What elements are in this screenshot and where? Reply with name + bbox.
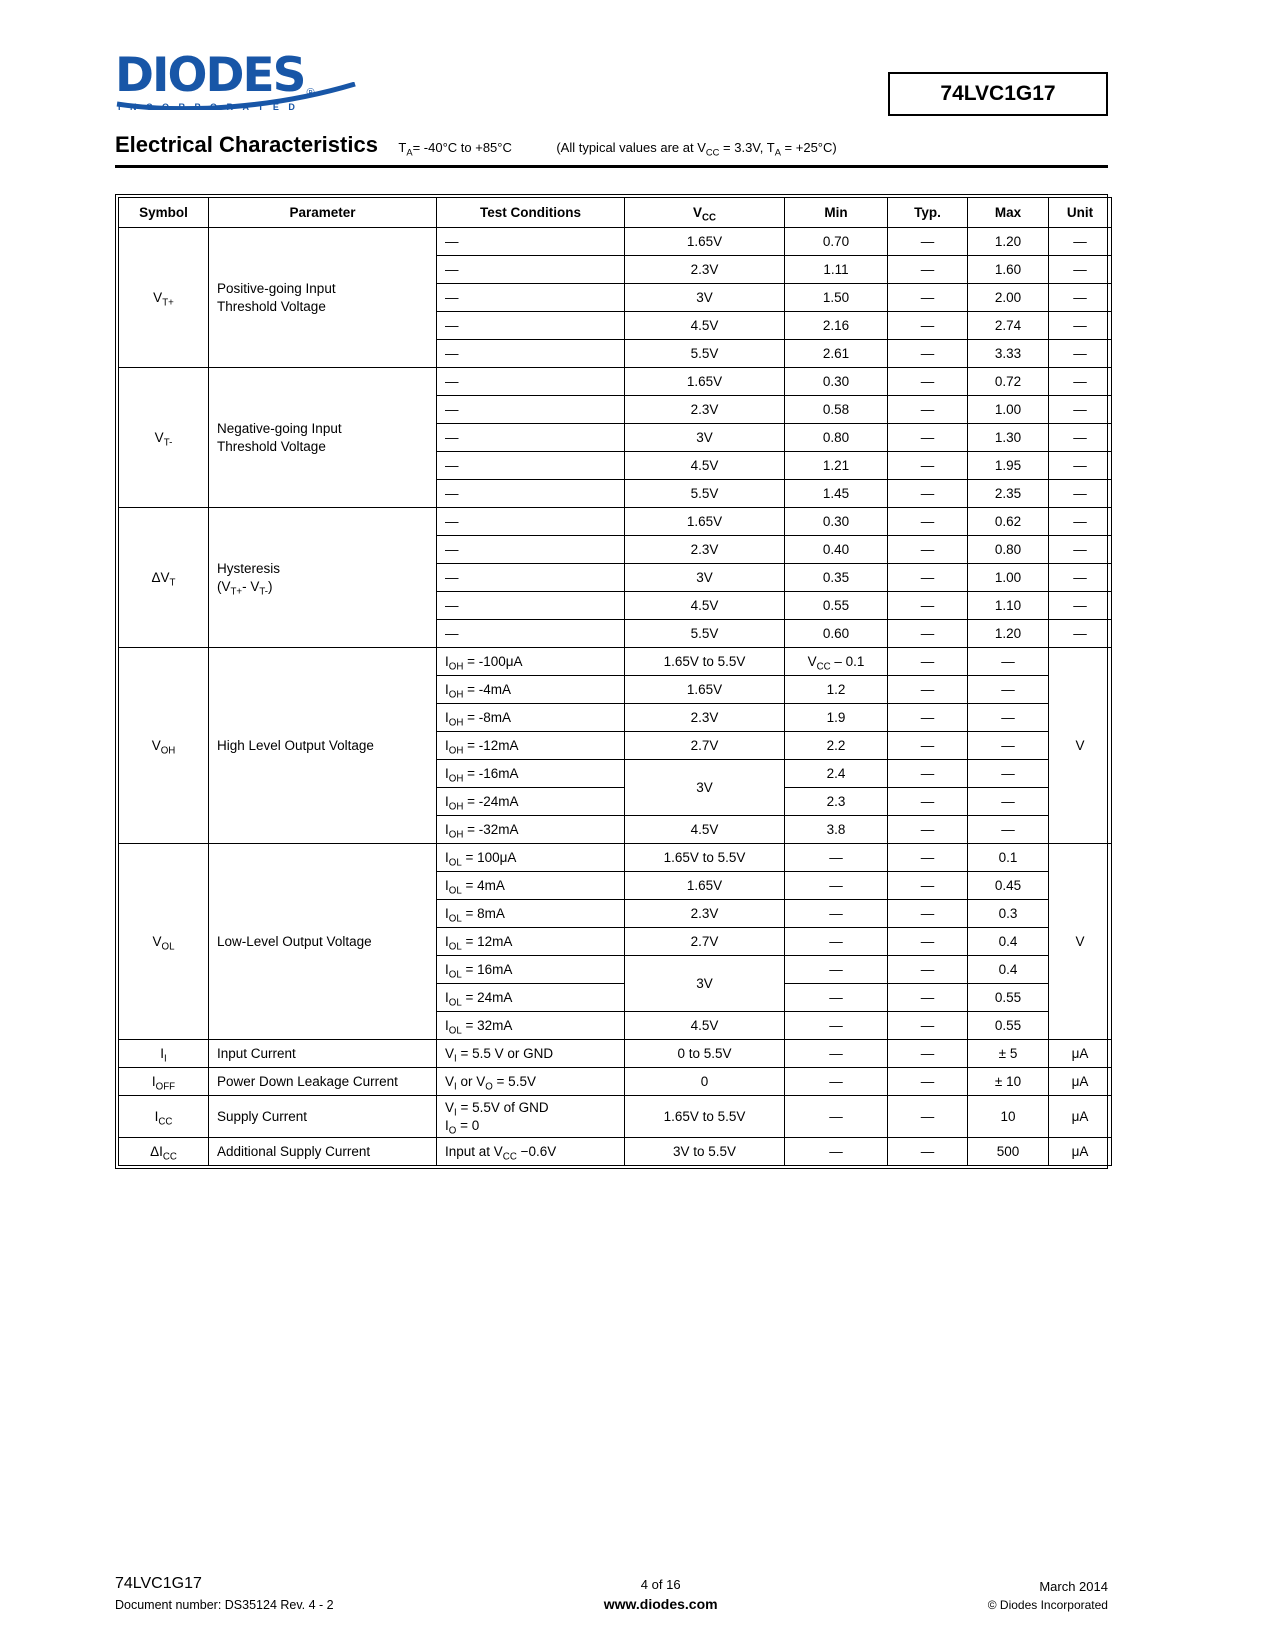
typ-cell: — [888,284,968,312]
logo-incorporated-text: INCORPORATED [118,102,305,112]
unit-cell: — [1049,396,1112,424]
min-cell: 0.60 [785,620,888,648]
vcc-cell: 1.65V [625,872,785,900]
min-cell: 0.30 [785,508,888,536]
max-cell: 1.95 [968,452,1049,480]
typ-cell: — [888,452,968,480]
table-header-row [119,198,1112,228]
min-cell: 1.21 [785,452,888,480]
page-header [115,0,1108,116]
vcc-cell: 3V [625,956,785,1012]
max-cell: 1.20 [968,620,1049,648]
footer-center [604,1577,718,1612]
vcc-cell: 3V to 5.5V [625,1138,785,1166]
symbol-cell: $V_{OH}$ [119,648,209,844]
max-cell: 0.4 [968,928,1049,956]
unit-cell: — [1049,620,1112,648]
max-cell: 1.00 [968,564,1049,592]
min-cell: — [785,872,888,900]
unit-cell: V [1049,648,1112,844]
min-cell: 1.45 [785,480,888,508]
typ-cell: — [888,396,968,424]
unit-cell: — [1049,424,1112,452]
footer-part-number: 74LVC1G17 [115,1575,202,1592]
typ-cell: — [888,368,968,396]
table-row [119,648,1112,676]
min-cell: — [785,900,888,928]
typical-value-conditions: (All typical values are at $V_{CC} = 3.3V$, $T_A = +25^\circ C$) [556,140,837,158]
vcc-cell: 1.65V to 5.5V [625,1096,785,1138]
test-condition-cell: $I_{OL} = 32mA$ [437,1012,625,1040]
min-cell: — [785,844,888,872]
typ-cell: — [888,788,968,816]
vcc-cell: 4.5V [625,452,785,480]
parameter-cell: Negative-going Input Threshold Voltage [209,368,437,508]
test-condition-cell: $I_{OH} = -16mA$ [437,760,625,788]
column-header: Parameter [209,198,437,228]
typ-cell: — [888,900,968,928]
vcc-cell: 0 [625,1068,785,1096]
vcc-cell: 5.5V [625,620,785,648]
test-condition-cell: $V_I = 5.5$ V or GND [437,1040,625,1068]
parameter-cell: Positive-going Input Threshold Voltage [209,228,437,368]
unit-cell: — [1049,592,1112,620]
max-cell: — [968,732,1049,760]
page-content [115,0,1108,1169]
typ-cell: — [888,536,968,564]
page-footer [115,1575,1108,1612]
column-header: Unit [1049,198,1112,228]
typ-cell: — [888,1012,968,1040]
min-cell: 0.30 [785,368,888,396]
max-cell: 1.20 [968,228,1049,256]
parameter-cell: Supply Current [209,1096,437,1138]
parameter-cell: Hysteresis ($V_{T+}-$ $V_{T-}$) [209,508,437,648]
max-cell: — [968,648,1049,676]
symbol-cell: $V_{T-}$ [119,368,209,508]
unit-cell: — [1049,284,1112,312]
symbol-cell: $\Delta I_{CC}$ [119,1138,209,1166]
typ-cell: — [888,508,968,536]
test-condition-cell: — [437,480,625,508]
unit-cell: — [1049,312,1112,340]
unit-cell: μA [1049,1040,1112,1068]
max-cell: — [968,788,1049,816]
typ-cell: — [888,228,968,256]
part-number: 74LVC1G17 [940,82,1056,105]
min-cell: 0.55 [785,592,888,620]
logo-brand-text: DIODES [115,48,305,103]
vcc-cell: 3V [625,424,785,452]
test-condition-cell: — [437,536,625,564]
max-cell: 500 [968,1138,1049,1166]
max-cell: — [968,816,1049,844]
max-cell: 0.80 [968,536,1049,564]
logo-registered-mark: ® [306,87,315,99]
min-cell: 0.40 [785,536,888,564]
max-cell: 2.00 [968,284,1049,312]
typ-cell: — [888,1068,968,1096]
min-cell: — [785,956,888,984]
vcc-cell: 2.3V [625,900,785,928]
test-condition-cell: — [437,256,625,284]
typ-cell: — [888,592,968,620]
parameter-cell: High Level Output Voltage [209,648,437,844]
parameter-cell: Input Current [209,1040,437,1068]
min-cell: — [785,1012,888,1040]
test-condition-cell: $I_{OH} = -8mA$ [437,704,625,732]
typ-cell: — [888,256,968,284]
parameter-cell: Low-Level Output Voltage [209,844,437,1040]
vcc-cell: 4.5V [625,1012,785,1040]
symbol-cell: $\Delta V_T$ [119,508,209,648]
vcc-cell: 1.65V [625,368,785,396]
unit-cell: — [1049,368,1112,396]
max-cell: 0.55 [968,1012,1049,1040]
typ-cell: — [888,732,968,760]
vcc-cell: 3V [625,284,785,312]
unit-cell: — [1049,480,1112,508]
max-cell: ± 10 [968,1068,1049,1096]
typ-cell: — [888,1138,968,1166]
vcc-cell: 1.65V [625,228,785,256]
vcc-cell: 4.5V [625,816,785,844]
max-cell: 0.55 [968,984,1049,1012]
test-condition-cell: $V_I = 5.5V$ of GND $I_O = 0$ [437,1096,625,1138]
min-cell: 1.11 [785,256,888,284]
max-cell: 0.62 [968,508,1049,536]
footer-website-link[interactable]: www.diodes.com [603,1596,718,1612]
section-title-row [115,132,1108,158]
test-condition-cell: — [437,396,625,424]
symbol-cell: $I_{OFF}$ [119,1068,209,1096]
typ-cell: — [888,340,968,368]
min-cell: 1.50 [785,284,888,312]
test-condition-cell: $I_{OH} = -12mA$ [437,732,625,760]
typ-cell: — [888,704,968,732]
typ-cell: — [888,816,968,844]
min-cell: — [785,1040,888,1068]
max-cell: 0.45 [968,872,1049,900]
test-condition-cell: $I_{OH} = -32mA$ [437,816,625,844]
max-cell: 0.72 [968,368,1049,396]
typ-cell: — [888,424,968,452]
min-cell: — [785,1138,888,1166]
table-row [119,368,1112,396]
diodes-logo [115,48,365,112]
unit-cell: — [1049,452,1112,480]
footer-page-number: 4 of 16 [640,1577,681,1592]
min-cell: 0.35 [785,564,888,592]
symbol-cell: $I_I$ [119,1040,209,1068]
max-cell: 2.35 [968,480,1049,508]
column-header: Typ. [888,198,968,228]
typ-cell: — [888,984,968,1012]
symbol-cell: $V_{OL}$ [119,844,209,1040]
typ-cell: — [888,872,968,900]
test-condition-cell: — [437,368,625,396]
typ-cell: — [888,480,968,508]
min-cell: 2.16 [785,312,888,340]
unit-cell: — [1049,536,1112,564]
max-cell: — [968,676,1049,704]
vcc-cell: 2.7V [625,928,785,956]
table-row [119,1040,1112,1068]
vcc-cell: 2.3V [625,536,785,564]
min-cell: 1.2 [785,676,888,704]
footer-document-number: Document number: DS35124 Rev. 4 - 2 [115,1598,334,1612]
max-cell: 0.4 [968,956,1049,984]
table-row [119,228,1112,256]
footer-right [988,1579,1108,1612]
typ-cell: — [888,928,968,956]
vcc-cell: 3V [625,760,785,816]
vcc-cell: 0 to 5.5V [625,1040,785,1068]
test-condition-cell: $I_{OL} = 12mA$ [437,928,625,956]
title-rule [115,165,1108,168]
max-cell: 1.00 [968,396,1049,424]
min-cell: — [785,928,888,956]
typ-cell: — [888,760,968,788]
vcc-cell: 2.3V [625,704,785,732]
test-condition-cell: — [437,564,625,592]
table-outer-border [115,194,1108,1169]
unit-cell: V [1049,844,1112,1040]
typ-cell: — [888,648,968,676]
symbol-cell: $I_{CC}$ [119,1096,209,1138]
max-cell: 0.1 [968,844,1049,872]
vcc-cell: 1.65V [625,508,785,536]
vcc-cell: 2.3V [625,256,785,284]
unit-cell: — [1049,340,1112,368]
unit-cell: μA [1049,1068,1112,1096]
min-cell: — [785,984,888,1012]
vcc-cell: 1.65V to 5.5V [625,844,785,872]
table-row [119,1068,1112,1096]
test-condition-cell: $I_{OL} = 24mA$ [437,984,625,1012]
min-cell: — [785,1096,888,1138]
test-condition-cell: $I_{OL} = 16mA$ [437,956,625,984]
test-condition-cell: — [437,312,625,340]
typ-cell: — [888,312,968,340]
test-condition-cell: $I_{OL} = 100\mu A$ [437,844,625,872]
max-cell: 0.3 [968,900,1049,928]
table-row [119,844,1112,872]
min-cell: 2.61 [785,340,888,368]
test-condition-cell: — [437,620,625,648]
unit-cell: μA [1049,1096,1112,1138]
min-cell: — [785,1068,888,1096]
min-cell: 2.4 [785,760,888,788]
section-title: Electrical Characteristics [115,132,378,157]
test-condition-cell: — [437,508,625,536]
test-condition-cell: — [437,424,625,452]
vcc-cell: 4.5V [625,312,785,340]
typ-cell: — [888,564,968,592]
vcc-cell: 3V [625,564,785,592]
parameter-cell: Power Down Leakage Current [209,1068,437,1096]
max-cell: — [968,760,1049,788]
vcc-cell: 2.3V [625,396,785,424]
test-condition-cell: Input at $V_{CC} -0.6V$ [437,1138,625,1166]
min-cell: 0.80 [785,424,888,452]
min-cell: 0.58 [785,396,888,424]
test-condition-cell: $I_{OH} = -24mA$ [437,788,625,816]
column-header: Test Conditions [437,198,625,228]
column-header: Min [785,198,888,228]
test-condition-cell: $I_{OH} = -100\mu A$ [437,648,625,676]
max-cell: 10 [968,1096,1049,1138]
max-cell: — [968,704,1049,732]
footer-left [115,1575,334,1612]
unit-cell: μA [1049,1138,1112,1166]
test-condition-cell: $V_I$ or $V_O = 5.5V$ [437,1068,625,1096]
max-cell: ± 5 [968,1040,1049,1068]
test-condition-cell: $I_{OL} = 4mA$ [437,872,625,900]
column-header: $V_{CC}$ [625,198,785,228]
table-row [119,1096,1112,1138]
part-number-box [888,72,1108,116]
min-cell: 1.9 [785,704,888,732]
unit-cell: — [1049,564,1112,592]
vcc-cell: 5.5V [625,480,785,508]
max-cell: 1.10 [968,592,1049,620]
vcc-cell: 1.65V [625,676,785,704]
min-cell: 3.8 [785,816,888,844]
vcc-cell: 2.7V [625,732,785,760]
test-condition-cell: — [437,592,625,620]
unit-cell: — [1049,508,1112,536]
column-header: Symbol [119,198,209,228]
test-condition-cell: — [437,228,625,256]
max-cell: 1.30 [968,424,1049,452]
max-cell: 1.60 [968,256,1049,284]
logo-wordmark [115,48,365,103]
table-row [119,1138,1112,1166]
electrical-characteristics-table [118,197,1112,1166]
typ-cell: — [888,676,968,704]
symbol-cell: $V_{T+}$ [119,228,209,368]
unit-cell: — [1049,228,1112,256]
min-cell: $V_{CC} - 0.1$ [785,648,888,676]
footer-copyright: © Diodes Incorporated [987,1598,1108,1612]
max-cell: 2.74 [968,312,1049,340]
test-condition-cell: — [437,340,625,368]
typ-cell: — [888,1096,968,1138]
test-condition-cell: $I_{OL} = 8mA$ [437,900,625,928]
test-condition-cell: $I_{OH} = -4mA$ [437,676,625,704]
vcc-cell: 4.5V [625,592,785,620]
min-cell: 2.2 [785,732,888,760]
min-cell: 0.70 [785,228,888,256]
vcc-cell: 1.65V to 5.5V [625,648,785,676]
min-cell: 2.3 [785,788,888,816]
parameter-cell: Additional Supply Current [209,1138,437,1166]
typ-cell: — [888,1040,968,1068]
unit-cell: — [1049,256,1112,284]
footer-date: March 2014 [1039,1579,1108,1594]
test-condition-cell: — [437,284,625,312]
test-condition-cell: — [437,452,625,480]
typ-cell: — [888,844,968,872]
temperature-conditions: $T_A= -40^\circ C$ to +85°C [398,140,512,158]
column-header: Max [968,198,1049,228]
table-row [119,508,1112,536]
typ-cell: — [888,620,968,648]
typ-cell: — [888,956,968,984]
max-cell: 3.33 [968,340,1049,368]
vcc-cell: 5.5V [625,340,785,368]
table-body [119,228,1112,1166]
